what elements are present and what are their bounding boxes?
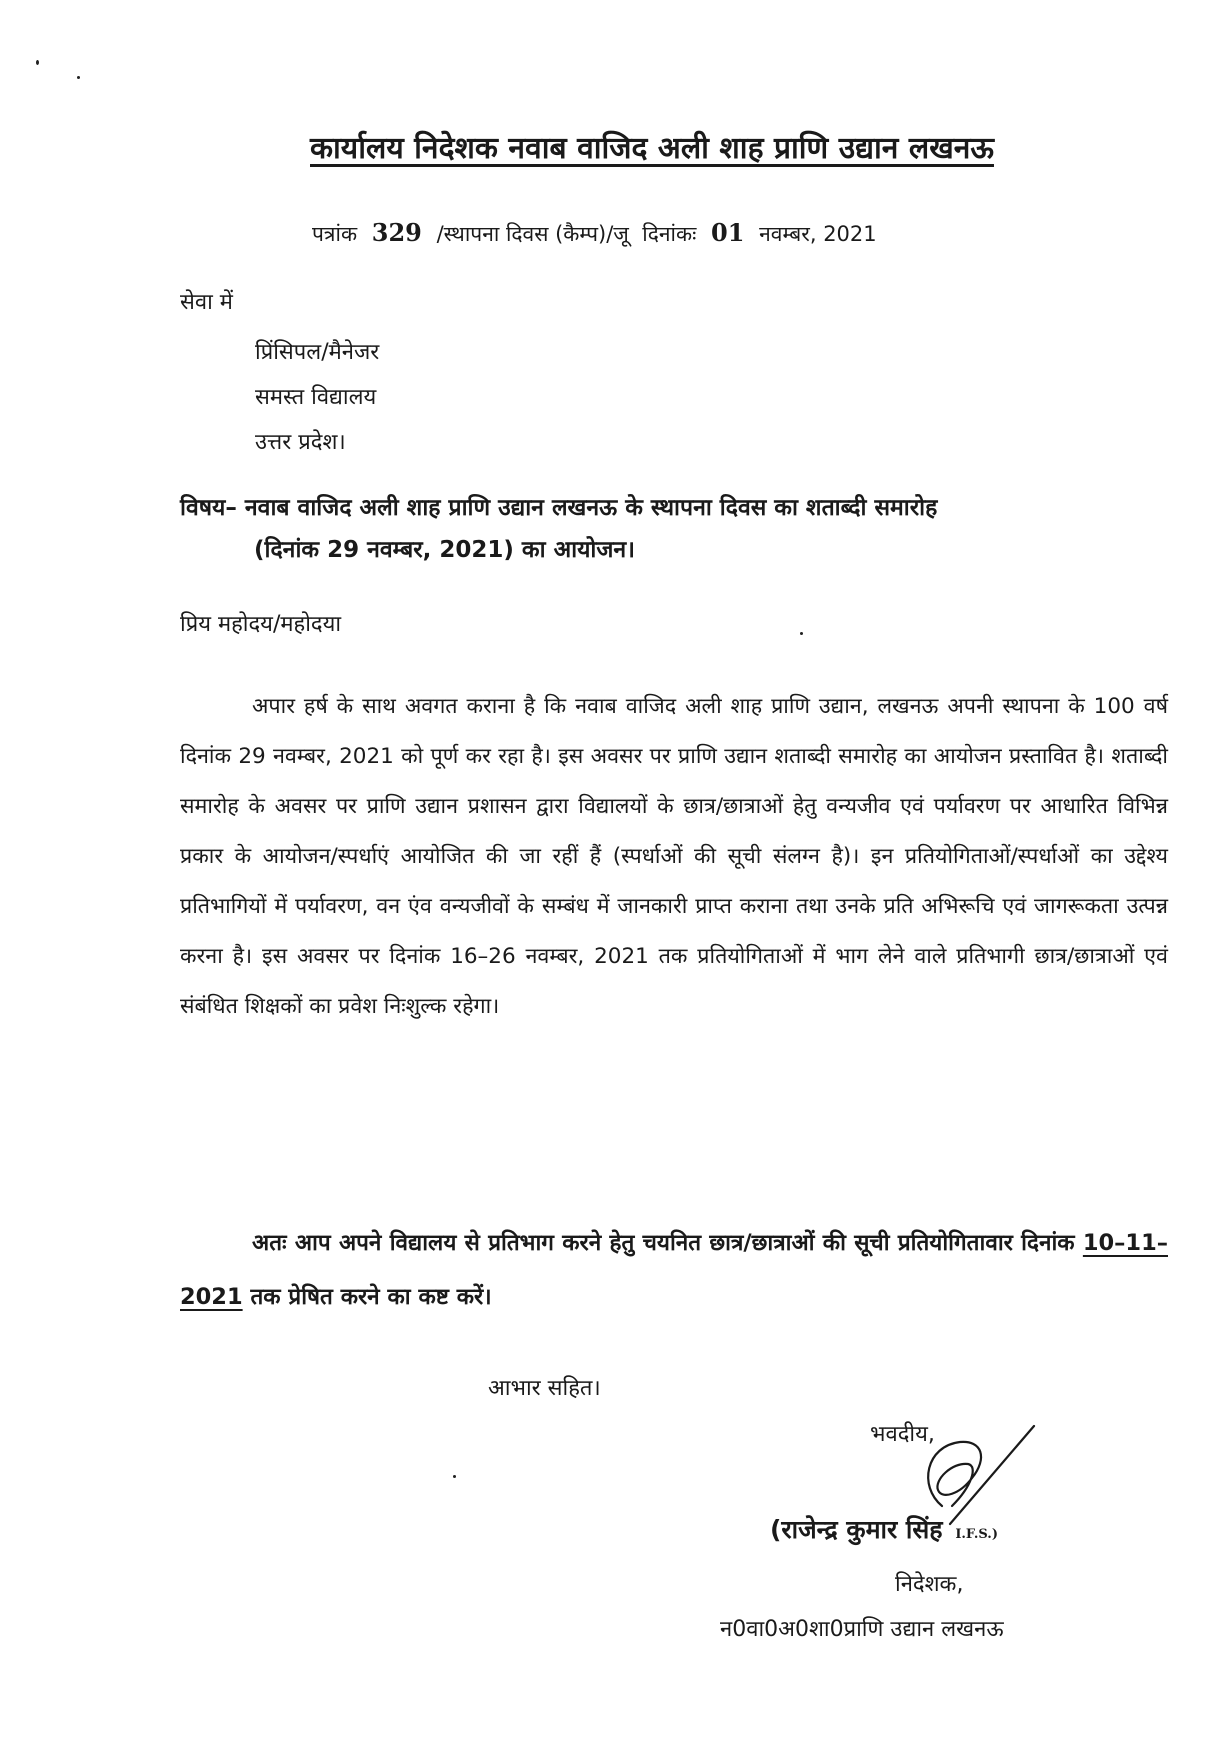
reference-number: 329 — [371, 218, 422, 247]
subject-label: विषय– — [180, 495, 237, 521]
signatory-organization: न0वा0अ0शा0प्राणि उद्यान लखनऊ — [720, 1617, 1004, 1642]
reference-line — [312, 218, 877, 248]
date-month-year: नवम्बर, 2021 — [759, 222, 877, 246]
subject-line-2: (दिनांक 29 नवम्बर, 2021) का आयोजन। — [254, 537, 635, 563]
signatory-name-text: (राजेन्द्र कुमार सिंह — [770, 1515, 943, 1544]
address-line: प्रिंसिपल/मैनेजर — [255, 340, 380, 365]
closing-thanks: आभार सहित। — [488, 1376, 601, 1401]
office-heading: कार्यालय निदेशक नवाब वाजिद अली शाह प्राणि उद्यान लखनऊ — [310, 131, 994, 166]
request-text-end: तक प्रेषित करने का कष्ट करें। — [250, 1284, 492, 1310]
request-deadline-date: 10–11–2021 — [180, 1230, 1168, 1310]
date-label: दिनांकः — [642, 222, 697, 246]
body-paragraph: अपार हर्ष के साथ अवगत कराना है कि नवाब वाजिद अली शाह प्राणि उद्यान, लखनऊ अपनी स्थापना के 100 वर्ष दिनांक 29 नवम्बर, 2021 को पूर्ण कर रहा है। इस अवसर पर प्राणि उद्यान शताब्दी समारोह का आयोजन प्रस्तावित है। शताब्दी समारोह के अवसर पर प्राणि उद्यान प्रशासन द्वारा विद्यालयों के छात्र/छात्राओं हेतु वन्यजीव एवं पर्यावरण पर आधारित विभिन्न प्रकार के आयोजन/स्पर्धाएं आयोजित की जा रहीं हैं (स्पर्धाओं की सूची संलग्न है)। इन प्रतियोगिताओं/स्पर्धाओं का उद्देश्य प्रतिभागियों में पर्यावरण, वन एंव वन्यजीवों के सम्बंध में जानकारी प्राप्त कराना तथा उनके प्रति अभिरूचि एवं जागरूकता उत्पन्न करना है। इस अवसर पर दिनांक 16–26 नवम्बर, 2021 तक प्रतियोगिताओं में भाग लेने वाले प्रतिभागी छात्र/छात्राओं एवं संबंधित शिक्षकों का प्रवेश निःशुल्क रहेगा। — [180, 694, 1168, 1019]
address-line: समस्त विद्यालय — [255, 385, 377, 410]
signatory-designation: निदेशक, — [895, 1572, 964, 1597]
scan-speck — [800, 632, 803, 635]
salutation: प्रिय महोदय/महोदया — [180, 612, 342, 637]
address-line: उत्तर प्रदेश। — [255, 430, 346, 455]
reference-label: पत्रांक — [312, 222, 358, 246]
request-paragraph — [180, 1216, 1168, 1324]
date-day: 01 — [711, 218, 745, 247]
subject-block — [180, 487, 1180, 571]
scan-speck — [36, 60, 39, 65]
closing-yours: भवदीय, — [870, 1422, 935, 1447]
scan-speck — [453, 1475, 456, 1478]
recipient-address — [255, 330, 379, 465]
subject-line-1: नवाब वाजिद अली शाह प्राणि उद्यान लखनऊ के स्थापना दिवस का शताब्दी समारोह — [244, 495, 938, 521]
reference-path: /स्थापना दिवस (कैम्प)/जू — [436, 222, 629, 246]
signatory-service: I.F.S.) — [955, 1527, 998, 1542]
address-to: सेवा में — [180, 290, 233, 315]
signatory-name — [770, 1512, 998, 1546]
request-text: अतः आप अपने विद्यालय से प्रतिभाग करने हेतु चयनित छात्र/छात्राओं की सूची प्रतियोगितावार दिनांक — [252, 1230, 1075, 1256]
scan-speck — [77, 76, 80, 79]
